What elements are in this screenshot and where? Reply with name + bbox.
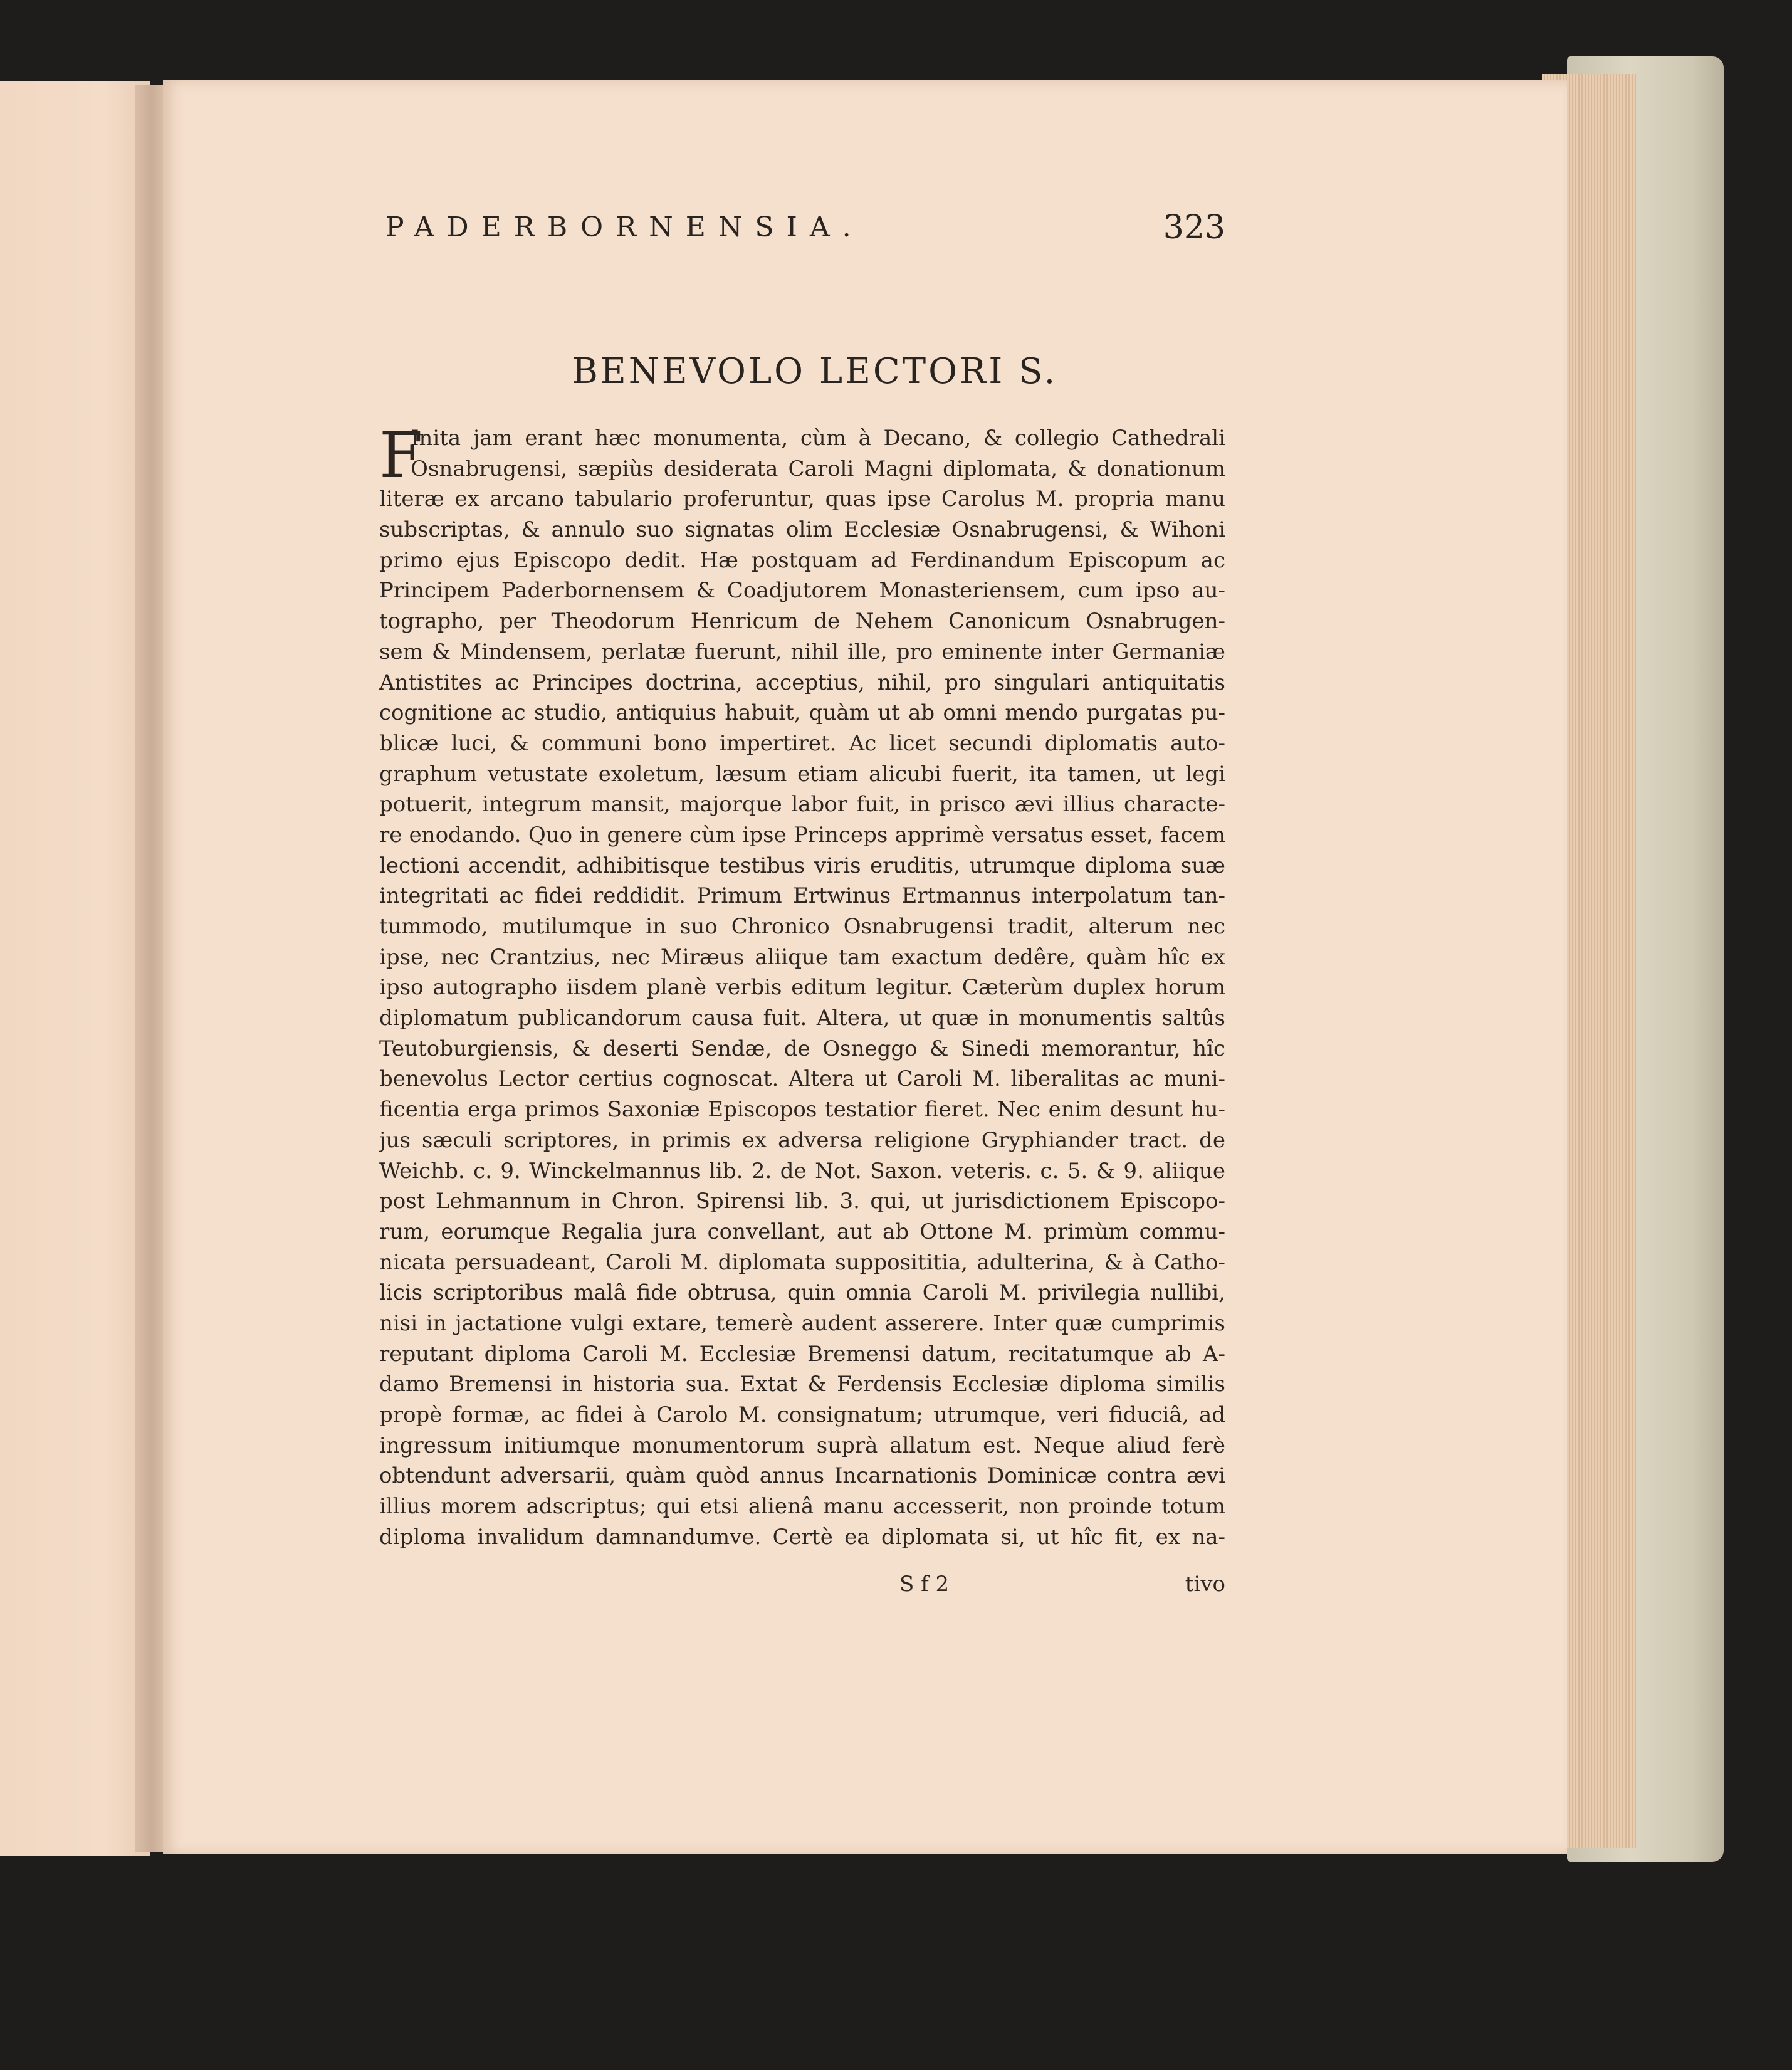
section-heading: BENEVOLO LECTORI S.: [572, 351, 1058, 392]
text-line: lectioni accendit, adhibitisque testibus viris eruditis, utrumque diploma suæ: [379, 853, 1225, 878]
text-line: literæ ex arcano tabulario proferuntur, quas ipse Carolus M. propria manu: [379, 486, 1225, 512]
running-head: [385, 199, 1225, 256]
left-page: [0, 81, 150, 1856]
drop-cap: F: [379, 419, 423, 492]
text-line: integritati ac fidei reddidit. Primum Ertwinus Ertmannus interpolatum tan-: [379, 883, 1225, 909]
text-line: diplomatum publicandorum causa fuit. Altera, ut quæ in monumentis saltûs: [379, 1006, 1225, 1031]
text-line: ipse, nec Crantzius, nec Miræus aliique tam exactum dedêre, quàm hîc ex: [379, 944, 1225, 970]
text-line: re enodando. Quo in genere cùm ipse Princeps apprimè versatus esset, facem: [379, 822, 1225, 848]
text-line: primo ejus Episcopo dedit. Hæ postquam ad Ferdinandum Episcopum ac: [379, 547, 1225, 573]
page-number: 323: [1163, 209, 1225, 246]
text-line: rum, eorumque Regalia jura convellant, aut ab Ottone M. primùm commu-: [379, 1219, 1225, 1244]
text-line: Antistites ac Principes doctrina, acceptius, nihil, pro singulari antiquitatis: [379, 670, 1225, 695]
catchword: tivo: [1185, 1572, 1225, 1597]
text-line: diploma invalidum damnandumve. Certè ea diplomata si, ut hîc fit, ex na-: [379, 1524, 1225, 1550]
text-line: Teutoburgiensis, & deserti Sendæ, de Osneggo & Sinedi memorantur, hîc: [379, 1036, 1225, 1061]
text-line: tographo, per Theodorum Henricum de Nehem Canonicum Osnabrugen-: [379, 609, 1225, 634]
body-text: [379, 419, 1225, 1552]
text-line: jus sæculi scriptores, in primis ex adversa religione Gryphiander tract. de: [379, 1127, 1225, 1153]
running-title: PADERBORNENSIA.: [385, 211, 864, 243]
page-footer: [379, 1568, 1225, 1600]
text-line: cognitione ac studio, antiquius habuit, quàm ut ab omni mendo purgatas pu-: [379, 700, 1225, 726]
text-line: reputant diploma Caroli M. Ecclesiæ Bremensi datum, recitatumque ab A-: [379, 1341, 1225, 1367]
text-line: Osnabrugensi, sæpiùs desiderata Caroli Magni diplomata, & donationum: [411, 456, 1225, 481]
text-line: propè formæ, ac fidei à Carolo M. consignatum; utrumque, veri fiduciâ, ad: [379, 1402, 1225, 1427]
text-line: potuerit, integrum mansit, majorque labor fuit, in prisco ævi illius characte-: [379, 792, 1225, 817]
text-line: ingressum initiumque monumentorum suprà allatum est. Neque aliud ferè: [379, 1432, 1225, 1458]
signature-mark: S f 2: [899, 1572, 950, 1597]
text-line: Principem Paderbornensem & Coadjutorem Monasteriensem, cum ipso au-: [379, 578, 1225, 604]
text-line: ipso autographo iisdem planè verbis editum legitur. Cæterùm duplex horum: [379, 975, 1225, 1001]
text-line: graphum vetustate exoletum, læsum etiam alicubi fuerit, ita tamen, ut legi: [379, 761, 1225, 787]
text-line: tummodo, mutilumque in suo Chronico Osnabrugensi tradit, alterum nec: [379, 914, 1225, 939]
text-line: post Lehmannum in Chron. Spirensi lib. 3. qui, ut jurisdictionem Episcopo-: [379, 1189, 1225, 1214]
text-line: obtendunt adversarii, quàm quòd annus Incarnationis Dominicæ contra ævi: [379, 1463, 1225, 1489]
text-line: Inita jam erant hæc monumenta, cùm à Decano, & collegio Cathedrali: [411, 426, 1225, 451]
text-line: damo Bremensi in historia sua. Extat & Ferdensis Ecclesiæ diploma similis: [379, 1372, 1225, 1397]
text-line: licis scriptoribus malâ fide obtrusa, quin omnia Caroli M. privilegia nullibi,: [379, 1280, 1225, 1306]
text-line: blicæ luci, & communi bono impertiret. Ac licet secundi diplomatis auto-: [379, 730, 1225, 756]
text-line: nicata persuadeant, Caroli M. diplomata supposititia, adulterina, & à Catho-: [379, 1249, 1225, 1275]
text-line: illius morem adscriptus; qui etsi alienâ manu accesserit, non proinde totum: [379, 1494, 1225, 1520]
text-line: benevolus Lector certius cognoscat. Altera ut Caroli M. liberalitas ac muni-: [379, 1066, 1225, 1092]
text-line: sem & Mindensem, perlatæ fuerunt, nihil ille, pro eminente inter Germaniæ: [379, 639, 1225, 665]
text-line: nisi in jactatione vulgi extare, temerè audent asserere. Inter quæ cumprimis: [379, 1310, 1225, 1336]
text-line: ficentia erga primos Saxoniæ Episcopos testatior fieret. Nec enim desunt hu-: [379, 1097, 1225, 1123]
text-line: subscriptas, & annulo suo signatas olim Ecclesiæ Osnabrugensi, & Wihoni: [379, 517, 1225, 543]
text-line: Weichb. c. 9. Winckelmannus lib. 2. de Not. Saxon. veteris. c. 5. & 9. aliique: [379, 1158, 1225, 1184]
